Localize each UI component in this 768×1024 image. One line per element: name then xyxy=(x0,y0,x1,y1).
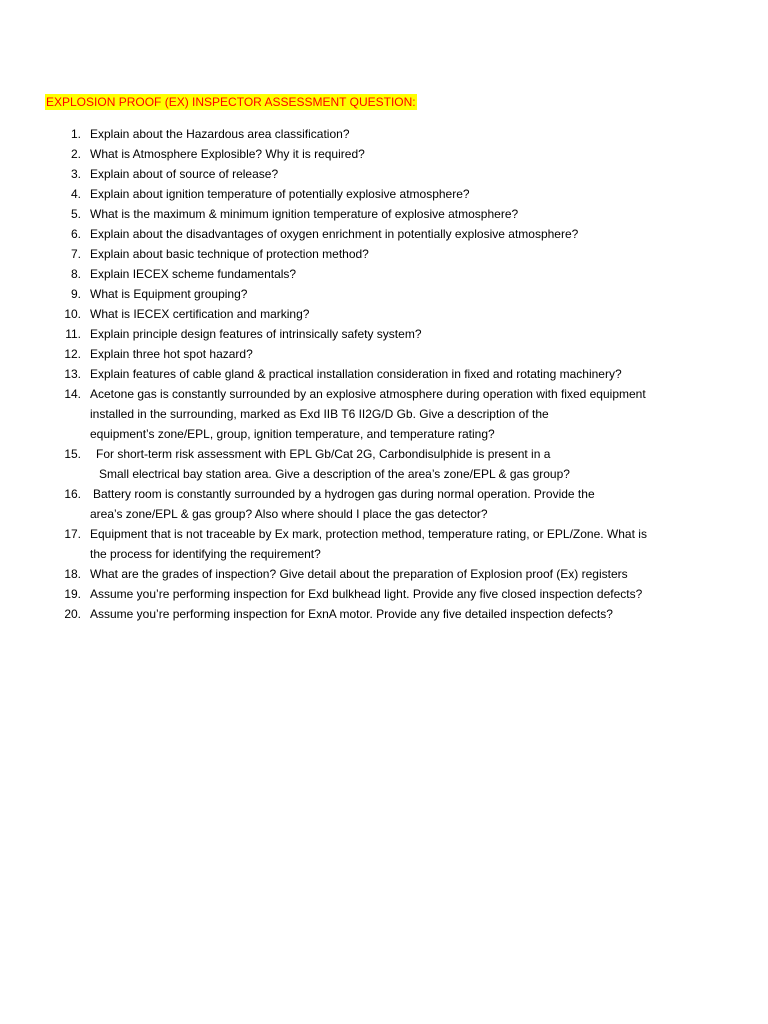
question-number: 9. xyxy=(70,287,81,301)
question-item xyxy=(0,284,690,304)
question-text: What is the maximum & minimum ignition temperature of explosive atmosphere? xyxy=(90,207,519,221)
question-item xyxy=(0,564,690,584)
question-text: Explain three hot spot hazard? xyxy=(90,347,253,361)
question-item xyxy=(0,264,690,284)
question-item xyxy=(0,444,690,484)
question-text: Explain about the disadvantages of oxygen enrichment in potentially explosive atmosphere? xyxy=(90,227,579,241)
question-text: For short-term risk assessment with EPL Gb/Cat 2G, Carbondisulphide is present in a xyxy=(96,447,551,461)
question-text: Assume you’re performing inspection for Exd bulkhead light. Provide any five closed inspection defects? xyxy=(90,587,643,601)
question-text: What is Atmosphere Explosible? Why it is required? xyxy=(90,147,365,161)
question-number: 1. xyxy=(70,127,81,141)
question-number: 5. xyxy=(70,207,81,221)
question-item xyxy=(0,524,690,564)
question-item xyxy=(0,244,690,264)
question-text: Explain principle design features of intrinsically safety system? xyxy=(90,327,422,341)
question-text: Explain IECEX scheme fundamentals? xyxy=(90,267,297,281)
question-item xyxy=(0,304,690,324)
question-text: Acetone gas is constantly surrounded by an explosive atmosphere during operation with fixed equipment xyxy=(90,387,646,401)
question-text: Battery room is constantly surrounded by a hydrogen gas during normal operation. Provide the xyxy=(93,487,595,501)
question-number: 15. xyxy=(64,447,81,461)
question-number: 3. xyxy=(70,167,81,181)
question-number: 13. xyxy=(64,367,81,381)
question-item xyxy=(0,324,690,344)
question-number: 14. xyxy=(64,387,81,401)
question-number: 8. xyxy=(70,267,81,281)
question-item xyxy=(0,224,690,244)
question-item xyxy=(0,184,690,204)
question-number: 18. xyxy=(64,567,81,581)
question-number: 12. xyxy=(64,347,81,361)
question-text: What is IECEX certification and marking? xyxy=(90,307,310,321)
question-number: 19. xyxy=(64,587,81,601)
question-item xyxy=(0,204,690,224)
question-number: 7. xyxy=(70,247,81,261)
question-text: Explain features of cable gland & practical installation consideration in fixed and rotating machinery? xyxy=(90,367,622,381)
question-text-continued: area’s zone/EPL & gas group? Also where should I place the gas detector? xyxy=(90,507,488,521)
document-title: EXPLOSION PROOF (EX) INSPECTOR ASSESSMENT QUESTION: xyxy=(46,95,416,109)
question-number: 4. xyxy=(70,187,81,201)
question-text-continued: installed in the surrounding, marked as Exd IIB T6 II2G/D Gb. Give a description of the xyxy=(90,407,549,421)
question-number: 20. xyxy=(64,607,81,621)
question-number: 16. xyxy=(64,487,81,501)
question-text: Explain about the Hazardous area classification? xyxy=(90,127,350,141)
question-item xyxy=(0,384,690,444)
question-text: Explain about basic technique of protection method? xyxy=(90,247,369,261)
question-item xyxy=(0,604,690,624)
question-item xyxy=(0,584,690,604)
question-item xyxy=(0,124,690,144)
question-item xyxy=(0,484,690,524)
question-item xyxy=(0,164,690,184)
question-number: 11. xyxy=(65,327,81,341)
question-text: Equipment that is not traceable by Ex mark, protection method, temperature rating, or EPL/Zone. What is xyxy=(90,527,647,541)
question-number: 2. xyxy=(70,147,81,161)
question-number: 17. xyxy=(64,527,81,541)
question-text: Assume you’re performing inspection for ExnA motor. Provide any five detailed inspection defects? xyxy=(90,607,613,621)
question-item xyxy=(0,144,690,164)
question-text: What is Equipment grouping? xyxy=(90,287,248,301)
question-text: Explain about of source of release? xyxy=(90,167,279,181)
question-text: Explain about ignition temperature of potentially explosive atmosphere? xyxy=(90,187,470,201)
question-list xyxy=(0,124,768,624)
question-number: 6. xyxy=(70,227,81,241)
question-text-continued: the process for identifying the requirement? xyxy=(90,547,321,561)
question-text: What are the grades of inspection? Give detail about the preparation of Explosion proof (Ex) registers xyxy=(90,567,628,581)
question-item xyxy=(0,364,690,384)
question-text-continued: equipment’s zone/EPL, group, ignition temperature, and temperature rating? xyxy=(90,427,495,441)
question-text-continued: Small electrical bay station area. Give a description of the area’s zone/EPL & gas group? xyxy=(99,467,570,481)
question-item xyxy=(0,344,690,364)
question-number: 10. xyxy=(64,307,81,321)
